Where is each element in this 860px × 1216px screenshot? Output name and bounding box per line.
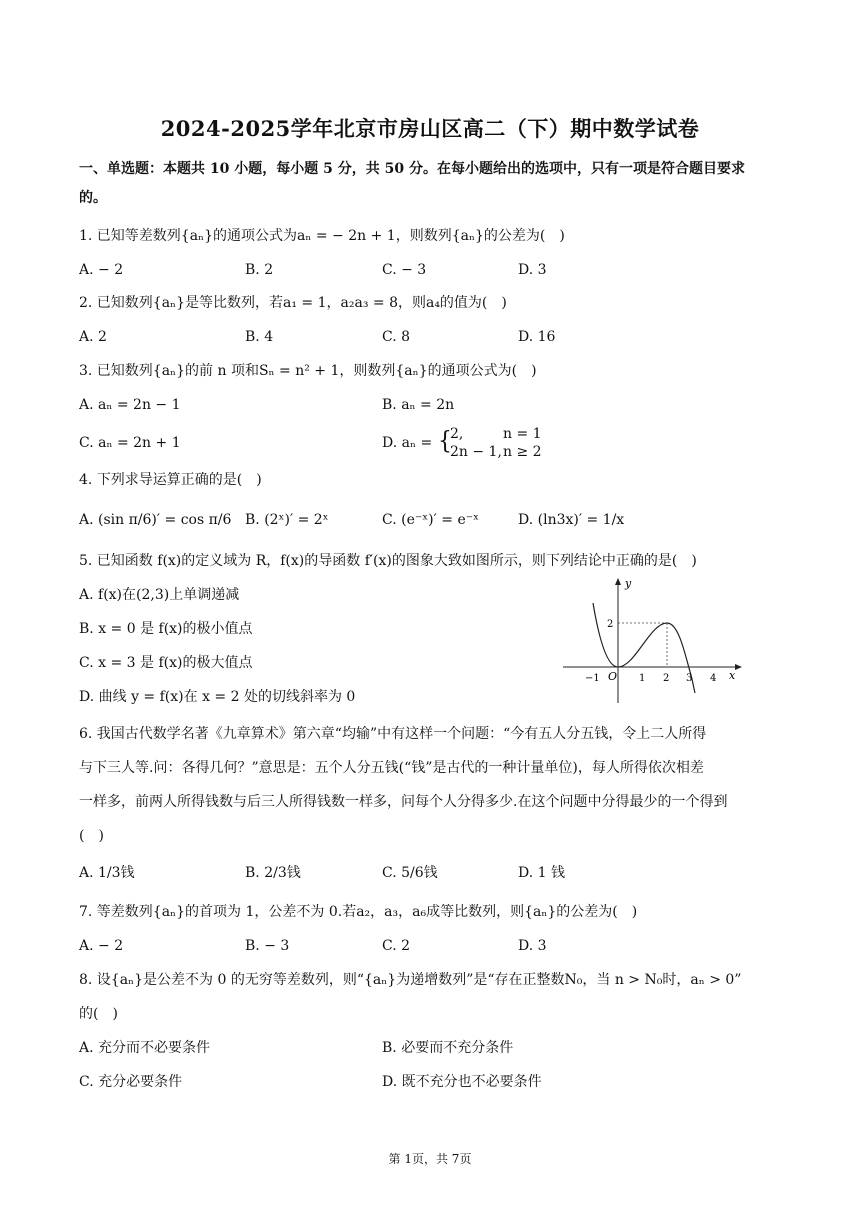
question-6-option-c: C. 5/6钱: [382, 865, 438, 881]
question-5-option-a: A. f(x)在(2,3)上单调递减: [79, 587, 240, 603]
page-title: 2024-2025学年北京市房山区高二（下）期中数学试卷: [160, 116, 700, 141]
y-axis-arrow: [615, 578, 621, 585]
case-1-condition: n = 1: [503, 426, 542, 442]
section-heading-cont: 的。: [79, 190, 107, 206]
question-3-option-d: [382, 423, 582, 463]
page-footer: 第 1页，共 7页: [388, 1152, 472, 1166]
tick-2: 2: [663, 673, 670, 684]
question-5-option-b: B. x = 0 是 f(x)的极小值点: [79, 621, 253, 637]
question-3-option-b: B. aₙ = 2n: [382, 397, 455, 413]
question-1-stem: 1. 已知等差数列{aₙ}的通项公式为aₙ = − 2n + 1，则数列{aₙ}的公差为( ): [79, 228, 565, 244]
question-2-option-a: A. 2: [79, 329, 107, 345]
question-4-option-c: C. (e⁻ˣ)′ = e⁻ˣ: [382, 512, 480, 528]
y-axis-label: y: [625, 577, 632, 590]
question-6-line-4: ( ): [79, 828, 104, 844]
origin-label: O: [608, 670, 618, 683]
question-2-option-b: B. 4: [245, 329, 274, 345]
question-4-option-d: D. (ln3x)′ = 1/x: [518, 512, 625, 528]
question-3-stem: 3. 已知数列{aₙ}的前 n 项和Sₙ = n² + 1，则数列{aₙ}的通项公式为( ): [79, 363, 537, 379]
question-2-option-c: C. 8: [382, 329, 411, 345]
x-axis-arrow: [735, 664, 742, 670]
tick-4: 4: [710, 673, 717, 684]
question-3-option-a: A. aₙ = 2n − 1: [79, 397, 181, 413]
question-8-line-1: 8. 设{aₙ}是公差不为 0 的无穷等差数列，则“{aₙ}为递增数列”是“存在正整数N₀，当 n > N₀时，aₙ > 0”: [79, 972, 742, 988]
question-1-option-d: D. 3: [518, 262, 547, 278]
question-4-option-b: B. (2ˣ)′ = 2ˣ: [245, 512, 329, 528]
section-heading: 一、单选题：本题共 10 小题，每小题 5 分，共 50 分。在每小题给出的选项中，只有一项是符合题目要求: [79, 161, 745, 177]
question-7-option-a: A. − 2: [79, 938, 124, 954]
question-8-option-c: C. 充分必要条件: [79, 1074, 183, 1090]
question-6-line-1: 6. 我国古代数学名著《九章算术》第六章“均输”中有这样一个问题：“今有五人分五钱，令上二人所得: [79, 726, 707, 742]
question-3-option-c: C. aₙ = 2n + 1: [79, 435, 181, 451]
question-4-stem: 4. 下列求导运算正确的是( ): [79, 472, 262, 488]
case-2-value: 2n − 1,: [450, 444, 502, 460]
option-d-prefix: D. aₙ =: [382, 435, 433, 451]
ytick-2: 2: [607, 619, 614, 630]
question-7-stem: 7. 等差数列{aₙ}的首项为 1，公差不为 0.若a₂，a₃，a₆成等比数列，则{aₙ}的公差为( ): [79, 904, 638, 920]
tick-3: 3: [686, 673, 693, 684]
question-6-option-a: A. 1/3钱: [79, 865, 135, 881]
question-8-option-d: D. 既不充分也不必要条件: [382, 1074, 542, 1090]
question-7-option-d: D. 3: [518, 938, 547, 954]
piecewise-brace: {: [438, 427, 452, 456]
question-5-stem: 5. 已知函数 f(x)的定义域为 R，f(x)的导函数 f′(x)的图象大致如图所示，则下列结论中正确的是( ): [79, 553, 697, 569]
question-2-stem: 2. 已知数列{aₙ}是等比数列，若a₁ = 1，a₂a₃ = 8，则a₄的值为( ): [79, 295, 507, 311]
question-7-option-b: B. − 3: [245, 938, 290, 954]
question-1-option-b: B. 2: [245, 262, 274, 278]
question-6-option-d: D. 1 钱: [518, 865, 565, 881]
derivative-graph: [555, 575, 745, 705]
tick-1: 1: [639, 673, 646, 684]
question-8-option-a: A. 充分而不必要条件: [79, 1040, 211, 1056]
question-6-line-2: 与下三人等.问：各得几何？”意思是：五个人分五钱(“钱”是古代的一种计量单位)，每人所得依次相差: [79, 760, 704, 776]
question-6-option-b: B. 2/3钱: [245, 865, 301, 881]
question-5-option-d: D. 曲线 y = f(x)在 x = 2 处的切线斜率为 0: [79, 689, 356, 705]
question-7-option-c: C. 2: [382, 938, 411, 954]
question-5-option-c: C. x = 3 是 f(x)的极大值点: [79, 655, 253, 671]
question-1-option-a: A. − 2: [79, 262, 124, 278]
x-axis-label: x: [729, 669, 736, 682]
case-2-condition: n ≥ 2: [503, 444, 542, 460]
question-6-line-3: 一样多，前两人所得钱数与后三人所得钱数一样多，问每个人分得多少.在这个问题中分得最少的一个得到: [79, 794, 728, 810]
question-4-option-a: A. (sin π/6)′ = cos π/6: [79, 512, 232, 528]
question-2-option-d: D. 16: [518, 329, 556, 345]
question-8-line-2: 的( ): [79, 1006, 118, 1022]
tick-neg1: −1: [585, 673, 600, 684]
question-8-option-b: B. 必要而不充分条件: [382, 1040, 514, 1056]
question-1-option-c: C. − 3: [382, 262, 427, 278]
case-1-value: 2,: [450, 426, 464, 442]
